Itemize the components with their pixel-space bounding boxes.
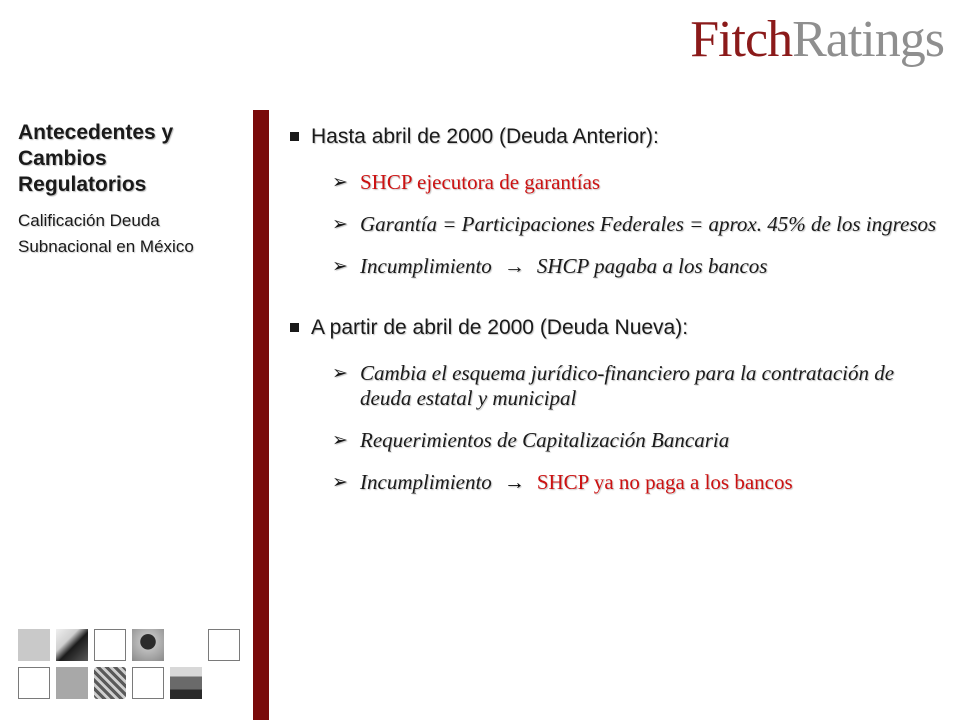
sidebar-title: Antecedentes y Cambios Regulatorios: [18, 121, 174, 196]
list-item: [332, 470, 944, 495]
thumbnail-photo: [132, 629, 164, 661]
right-arrow-icon: →: [503, 254, 525, 278]
section-heading-text: A partir de abril de 2000 (Deuda Nueva):: [311, 316, 689, 339]
arrow-bullet-icon: ➢: [332, 472, 348, 493]
thumbnail-empty-square: [208, 629, 240, 661]
arrow-bullet-icon: ➢: [332, 430, 348, 451]
thumbnail-photo: [94, 667, 126, 699]
arrow-bullet-icon: ➢: [332, 256, 348, 277]
list-item: [332, 361, 944, 411]
right-arrow-icon: →: [503, 470, 525, 494]
logo-fitch: Fitch: [690, 11, 793, 68]
list-item-text: SHCP ejecutora de garantías: [360, 170, 601, 194]
square-bullet-icon: [290, 132, 299, 141]
consequence-text: SHCP ya no paga a los bancos: [536, 470, 793, 494]
list-item: [332, 428, 944, 453]
thumbnail-photo: [56, 629, 88, 661]
section-heading: [284, 124, 944, 150]
main-content: [284, 124, 944, 531]
thumbnail-grid: [18, 629, 248, 701]
list-item-text: [360, 254, 944, 279]
bullet-list: [332, 361, 944, 495]
square-bullet-icon: [290, 323, 299, 332]
section-deuda-nueva: [284, 315, 944, 495]
fitch-ratings-logo: [690, 11, 944, 68]
bullet-list: [332, 170, 944, 279]
section-heading-text: Hasta abril de 2000 (Deuda Anterior):: [311, 125, 659, 148]
section-heading: [284, 315, 944, 341]
list-item-text: [360, 470, 944, 495]
sidebar-subtitle: Calificación Deuda Subnacional en México: [18, 211, 194, 256]
sidebar: [18, 120, 240, 260]
list-item: [332, 254, 944, 279]
list-item: [332, 212, 944, 237]
thumbnail-gray-square: [56, 667, 88, 699]
list-item: [332, 170, 944, 195]
arrow-bullet-icon: ➢: [332, 214, 348, 235]
consequence-text: SHCP pagaba a los bancos: [536, 254, 768, 278]
thumbnail-photo: [170, 667, 202, 699]
list-item-text: Cambia el esquema jurídico-financiero para la contratación de deuda estatal y municipal: [360, 361, 895, 410]
list-item-text: Requerimientos de Capitalización Bancaria: [360, 428, 730, 452]
incumplimiento-label: Incumplimiento: [360, 470, 492, 494]
thumbnail-gray-square: [18, 629, 50, 661]
section-deuda-anterior: [284, 124, 944, 279]
arrow-bullet-icon: ➢: [332, 363, 348, 384]
arrow-bullet-icon: ➢: [332, 172, 348, 193]
logo-ratings: Ratings: [792, 11, 944, 68]
thumbnail-empty-square: [18, 667, 50, 699]
list-item-text: Garantía = Participaciones Federales = aprox. 45% de los ingresos: [360, 212, 937, 236]
vertical-divider: [253, 110, 269, 720]
thumbnail-empty-square: [94, 629, 126, 661]
thumbnail-empty-square: [132, 667, 164, 699]
incumplimiento-label: Incumplimiento: [360, 254, 492, 278]
